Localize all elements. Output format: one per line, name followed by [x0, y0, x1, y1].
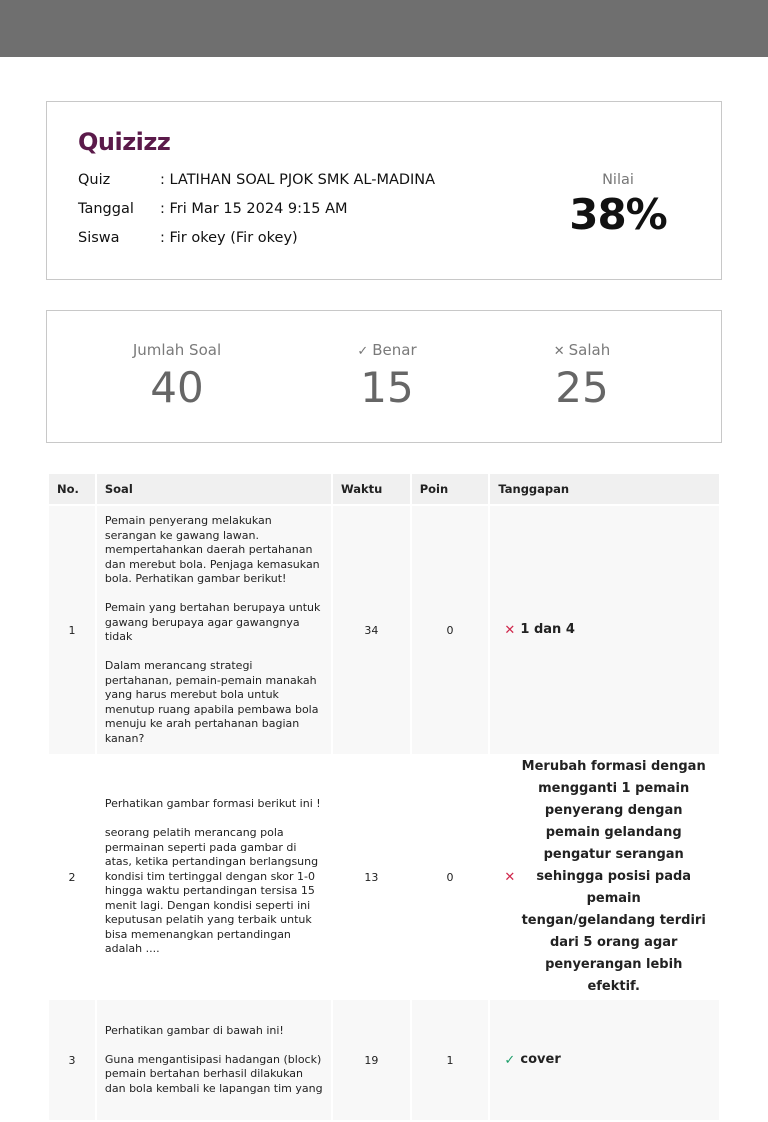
row-time: 13	[333, 756, 410, 998]
row-response	[490, 756, 719, 998]
stat-wrong-label: Salah	[568, 341, 611, 359]
header-poin: Poin	[412, 474, 489, 504]
row-response	[490, 619, 719, 641]
row-points: 1	[412, 1000, 489, 1120]
stat-correct-label: Benar	[372, 341, 417, 359]
header-soal: Soal	[97, 474, 331, 504]
row-question: Perhatikan gambar formasi berikut ini ! seorang pelatih merancang pola permainan seperti pada gambar di atas, ketika pertandingan berlangsung kondisi tim tertinggal dengan skor 1-0 hingga waktu pertandingan tersisa 15 menit lagi. Dengan kondisi seperti ini keputusan pelatih yang terbaik untuk bisa memenangkan pertandingan adalah ....	[104, 797, 321, 956]
cross-icon: ✕	[553, 344, 565, 359]
student-label: Siswa	[78, 230, 120, 246]
cross-icon: ✕	[504, 622, 516, 638]
quiz-value: : LATIHAN SOAL PJOK SMK AL-MADINA	[160, 172, 436, 188]
check-icon: ✓	[504, 1052, 516, 1068]
header-tanggapan: Tanggapan	[490, 474, 719, 504]
row-response-text: 1 dan 4	[520, 622, 575, 637]
score-value: 38%	[569, 190, 667, 239]
stat-total	[102, 341, 252, 412]
student-value: : Fir okey (Fir okey)	[160, 230, 298, 246]
row-no: 1	[49, 506, 95, 754]
table-header-row	[49, 474, 719, 504]
date-label: Tanggal	[78, 201, 134, 217]
stat-correct-value: 15	[360, 363, 414, 412]
date-row	[78, 201, 348, 217]
cross-icon: ✕	[504, 869, 516, 885]
stat-total-value: 40	[150, 363, 204, 412]
row-time: 34	[333, 506, 410, 754]
stats-card	[46, 310, 722, 443]
stat-wrong	[507, 341, 657, 412]
top-bar	[0, 0, 768, 57]
header-no: No.	[49, 474, 95, 504]
check-icon: ✓	[357, 344, 369, 359]
date-value: : Fri Mar 15 2024 9:15 AM	[160, 201, 348, 217]
student-row	[78, 230, 298, 246]
score-label: Nilai	[602, 172, 634, 188]
row-question: Perhatikan gambar di bawah ini! Guna mengantisipasi hadangan (block) pemain bertahan berhasil dilakukan dan bola kembali ke lapangan tim yang	[104, 1023, 323, 1095]
header-waktu: Waktu	[333, 474, 410, 504]
table-row	[49, 756, 719, 998]
quiz-row	[78, 172, 435, 188]
row-response-text: cover	[520, 1052, 561, 1067]
row-no: 3	[49, 1000, 95, 1120]
row-response	[490, 1049, 719, 1071]
table-row	[49, 1000, 719, 1120]
quiz-info-card	[46, 101, 722, 280]
questions-table	[47, 472, 721, 1122]
row-points: 0	[412, 506, 489, 754]
stat-wrong-value: 25	[555, 363, 609, 412]
score-box	[563, 172, 673, 239]
row-response-text: Merubah formasi dengan mengganti 1 pemain penyerang dengan pemain gelandang pengatur serangan sehingga posisi pada pemain tengan/gelandang terdiri dari 5 orang agar penyerangan lebih efektif.	[521, 759, 706, 994]
row-points: 0	[412, 756, 489, 998]
quizizz-logo: Quizizz	[78, 128, 171, 156]
row-time: 19	[333, 1000, 410, 1120]
stat-total-label: Jumlah Soal	[132, 341, 222, 359]
row-no: 2	[49, 756, 95, 998]
quiz-label: Quiz	[78, 172, 111, 188]
stat-correct	[312, 341, 462, 412]
table-row	[49, 506, 719, 754]
row-question: Pemain penyerang melakukan serangan ke gawang lawan. mempertahankan daerah pertahanan dan merebut bola. Penjaga kemasukan bola. Perhatikan gambar berikut! Pemain yang bertahan berupaya untuk gawang berupaya agar gawangnya tidak Dalam merancang strategi pertahanan, pemain-pemain manakah yang harus merebut bola untuk menutup ruang apabila pembawa bola menuju ke arah pertahanan bagian kanan?	[104, 514, 321, 745]
